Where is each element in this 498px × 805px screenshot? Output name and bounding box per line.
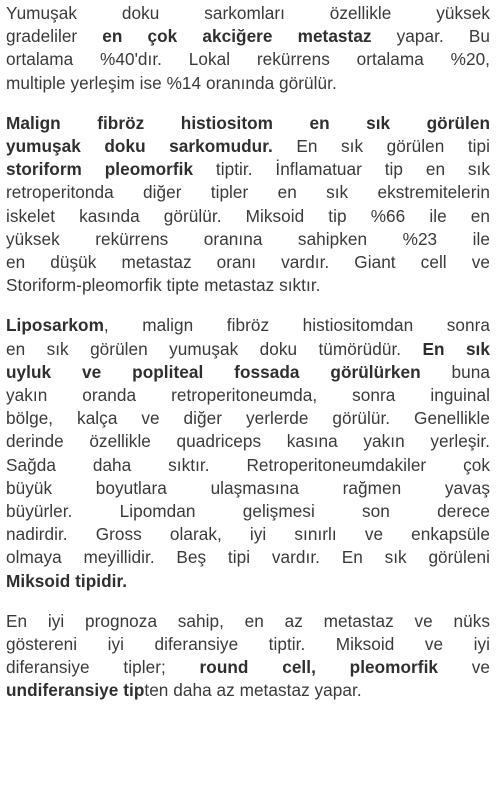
- text-run: yüksek rekürrens oranına sahipken %23 ile: [6, 228, 490, 249]
- text-run: göstereni iyi diferansiye tiptir. Miksoid ve iyi: [6, 634, 490, 655]
- paragraph-metastasis: [6, 2, 494, 95]
- text-line: [6, 523, 490, 546]
- paragraph-mfh: [6, 112, 494, 298]
- bold-text-run: undiferansiye tip: [6, 680, 145, 701]
- text-run: buna: [420, 361, 490, 382]
- text-line: [6, 477, 490, 500]
- text-run: tiptir. İnflamatuar tip en sık: [193, 159, 490, 180]
- text-line: [6, 205, 490, 228]
- bold-text-run: uyluk ve popliteal fossada görülürken: [6, 361, 421, 382]
- text-line: [6, 2, 490, 25]
- text-line: [6, 338, 490, 361]
- text-line: [6, 679, 490, 702]
- paragraph-liposarcoma: [6, 314, 494, 592]
- bold-text-run: En sık: [422, 338, 490, 359]
- bold-text-run: storiform pleomorfik: [6, 159, 194, 180]
- text-run: bölge, kalça ve diğer yerlerde görülür. Genellikle: [6, 408, 490, 429]
- text-line: [6, 72, 490, 95]
- text-line: [6, 228, 490, 251]
- text-line: [6, 251, 490, 274]
- text-run: diferansiye tipler;: [6, 657, 200, 678]
- text-line: [6, 48, 490, 71]
- text-line: [6, 407, 490, 430]
- text-run: yakın oranda retroperitoneumda, sonra inguinal: [6, 385, 490, 406]
- text-run: Yumuşak doku sarkomları özellikle yüksek: [6, 3, 490, 23]
- paragraph-prognosis: [6, 610, 494, 703]
- text-run: retroperitonda diğer tipler en sık ekstremitelerin: [6, 182, 490, 203]
- text-run: en sık görülen yumuşak doku tümörüdür.: [6, 338, 423, 359]
- text-line: [6, 361, 490, 384]
- text-line: [6, 610, 490, 633]
- text-run: , malign fibröz histiositomdan sonra: [103, 315, 490, 336]
- text-line: [6, 181, 490, 204]
- text-run: Sağda daha sıktır. Retroperitoneumdakiler çok: [6, 454, 490, 475]
- text-run: ve: [438, 657, 490, 678]
- bold-text-run: round cell, pleomorfik: [199, 657, 438, 678]
- text-line: [6, 158, 490, 181]
- text-run: büyürler. Lipomdan gelişmesi son derece: [6, 501, 490, 522]
- text-line: [6, 656, 490, 679]
- bold-text-run: Miksoid tipidir.: [6, 570, 128, 591]
- text-run: nadirdir. Gross olarak, iyi sınırlı ve enkapsüle: [6, 524, 490, 545]
- text-line: [6, 430, 490, 453]
- text-line: [6, 384, 490, 407]
- text-line: [6, 633, 490, 656]
- text-line: [6, 500, 490, 523]
- text-line: [6, 135, 490, 158]
- text-run: ten daha az metastaz yapar.: [144, 680, 362, 701]
- text-run: ortalama %40'dır. Lokal rekürrens ortalama %20,: [6, 49, 490, 70]
- text-run: yapar. Bu: [371, 26, 490, 47]
- bold-text-run: yumuşak doku sarkomudur.: [6, 136, 273, 157]
- document-body: [6, 2, 494, 720]
- text-run: Storiform-pleomorfik tipte metastaz sıktır.: [6, 275, 321, 296]
- text-run: En sık görülen tipi: [272, 136, 490, 157]
- text-run: en düşük metastaz oranı vardır. Giant cell ve: [6, 252, 490, 273]
- text-run: iskelet kasında görülür. Miksoid tip %66 ile en: [6, 205, 490, 226]
- text-run: olmaya meyillidir. Beş tipi vardır. En sık görüleni: [6, 547, 490, 568]
- text-line: [6, 570, 490, 593]
- text-line: [6, 274, 490, 297]
- text-line: [6, 454, 490, 477]
- text-line: [6, 314, 490, 337]
- bold-text-run: en çok akciğere metastaz: [102, 26, 372, 47]
- text-line: [6, 112, 490, 135]
- text-run: multiple yerleşim ise %14 oranında görülür.: [6, 72, 337, 93]
- text-run: büyük boyutlara ulaşmasına rağmen yavaş: [6, 477, 490, 498]
- text-line: [6, 546, 490, 569]
- text-run: derinde özellikle quadriceps kasına yakın yerleşir.: [6, 431, 490, 452]
- text-run: En iyi prognoza sahip, en az metastaz ve nüks: [6, 610, 490, 631]
- text-line: [6, 25, 490, 48]
- text-run: gradeliler: [6, 26, 103, 47]
- bold-text-run: Malign fibröz histiositom en sık görülen: [6, 112, 490, 133]
- bold-text-run: Liposarkom: [6, 315, 104, 336]
